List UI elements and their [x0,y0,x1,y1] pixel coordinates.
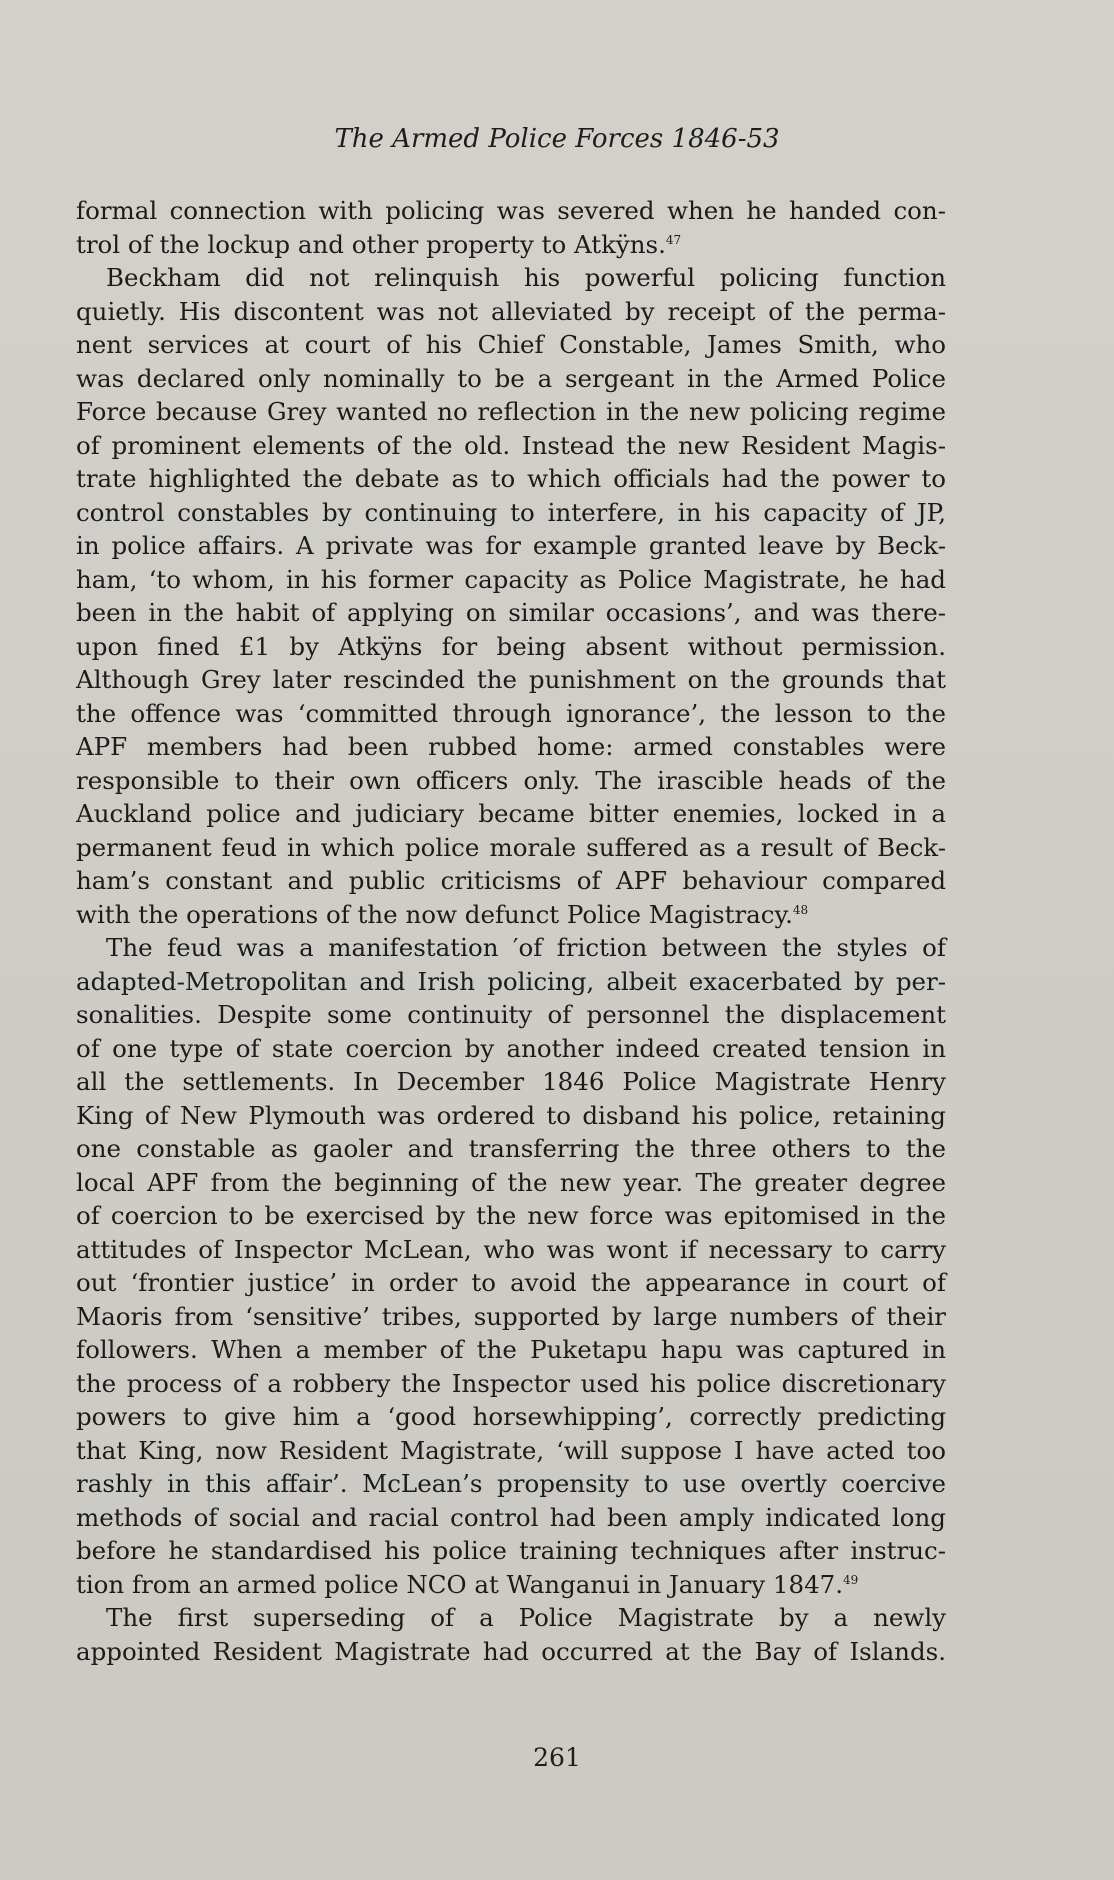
line-text: all the settlements. In December 1846 Police Magistrate Henry [76,1067,946,1096]
text-line [76,1032,946,1066]
line-text: followers. When a member of the Puketapu hapu was captured in [76,1335,946,1364]
line-text: permanent feud in which police morale suffered as a result of Beck- [76,832,946,862]
line-text: ham, ‘to whom, in his former capacity as Police Magistrate, he had [76,564,946,594]
line-text: that King, now Resident Magistrate, ‘will suppose I have acted too [76,1435,946,1465]
line-text: quietly. His discontent was not alleviated by receipt of the perma- [76,296,946,326]
text-line [76,965,946,999]
line-text: Force because Grey wanted no reflection in the new policing regime [76,397,946,426]
text-line [76,261,946,295]
line-text: Although Grey later rescinded the punishment on the grounds that [76,665,946,694]
text-line [76,1467,946,1501]
line-text: rashly in this affair’. McLean’s propensity to use overtly coercive [76,1469,946,1498]
text-line [76,1434,946,1468]
footnote-ref: 48 [792,902,809,917]
text-line [76,1132,946,1166]
text-line [76,228,946,262]
line-text: out ‘frontier justice’ in order to avoid the appearance in court of [76,1268,946,1297]
text-line [76,1266,946,1300]
line-text: Auckland police and judiciary became bitter enemies, locked in a [76,799,946,828]
line-text: of coercion to be exercised by the new force was epitomised in the [76,1201,946,1230]
text-line [76,1568,946,1602]
footnote-ref: 47 [665,232,682,247]
running-head: The Armed Police Forces 1846-53 [334,124,780,154]
text-line [76,1601,946,1635]
line-text: APF members had been rubbed home: armed constables were [76,732,946,761]
line-text: appointed Resident Magistrate had occurred at the Bay of Islands. [76,1636,946,1666]
line-text: in police affairs. A private was for example granted leave by Beck- [76,531,946,560]
body-text [76,194,946,1668]
text-line [76,864,946,898]
text-line [76,1300,946,1334]
text-line [76,362,946,396]
line-text: been in the habit of applying on similar occasions’, and was there- [76,598,946,627]
paragraph [76,194,946,261]
line-text: nent services at court of his Chief Constable, James Smith, who [76,330,946,359]
line-text: attitudes of Inspector McLean, who was wont if necessary to carry [76,1234,946,1264]
line-text: of one type of state coercion by another indeed created tension in [76,1033,946,1063]
text-line [76,1400,946,1434]
line-text: responsible to their own officers only. The irascible heads of the [76,765,946,795]
line-text: adapted-Metropolitan and Irish policing, albeit exacerbated by per- [76,966,946,996]
text-line [76,395,946,429]
line-text: The feud was a manifestation ′of friction between the styles of [106,933,946,962]
line-text: formal connection with policing was severed when he handed con- [76,196,946,225]
paragraph [76,1601,946,1668]
page-number: 261 [533,1743,581,1772]
line-text: the process of a robbery the Inspector used his police discretionary [76,1368,946,1398]
text-line [76,663,946,697]
text-line [76,462,946,496]
line-text: one constable as gaoler and transferring the three others to the [76,1134,946,1163]
paragraph [76,931,946,1601]
text-line [76,998,946,1032]
text-line [76,328,946,362]
text-line [76,194,946,228]
line-text: methods of social and racial control had been amply indicated long [76,1502,946,1532]
text-line [76,931,946,965]
line-text: the offence was ‘committed through ignorance’, the lesson to the [76,698,946,728]
text-line [76,496,946,530]
text-line [76,1534,946,1568]
line-text: trate highlighted the debate as to which officials had the power to [76,464,946,493]
line-text: was declared only nominally to be a sergeant in the Armed Police [76,363,946,393]
text-line [76,630,946,664]
line-text: The first superseding of a Police Magistrate by a newly [106,1603,946,1632]
text-line [76,764,946,798]
paragraph [76,261,946,931]
text-line [76,596,946,630]
line-text: trol of the lockup and other property to Atkÿns. [76,229,666,259]
text-line [76,295,946,329]
text-line [76,1065,946,1099]
line-text: King of New Plymouth was ordered to disband his police, retaining [76,1100,946,1130]
line-text: Beckham did not relinquish his powerful policing function [106,263,946,292]
text-line [76,697,946,731]
line-text: powers to give him a ‘good horsewhipping’, correctly predicting [76,1402,946,1431]
text-line [76,1333,946,1367]
line-text: of prominent elements of the old. Instead the new Resident Magis- [76,430,946,460]
text-line [76,1367,946,1401]
footnote-ref: 49 [843,1572,859,1587]
text-line [76,429,946,463]
text-line [76,1233,946,1267]
text-line [76,563,946,597]
text-line [76,797,946,831]
line-text: Maoris from ‘sensitive’ tribes, supported by large numbers of their [76,1301,946,1331]
text-line [76,831,946,865]
line-text: control constables by continuing to interfere, in his capacity of JP, [76,497,946,527]
text-line [76,1635,946,1669]
line-text: upon fined £1 by Atkÿns for being absent without permission. [76,631,946,661]
line-text: ham’s constant and public criticisms of APF behaviour compared [76,866,946,895]
text-line [76,1199,946,1233]
line-text: sonalities. Despite some continuity of personnel the displacement [76,1000,946,1029]
line-text: with the operations of the now defunct Police Magistracy. [76,899,793,929]
line-text: local APF from the beginning of the new year. The greater degree [76,1167,946,1197]
text-line [76,1501,946,1535]
line-text: before he standardised his police training techniques after instruc- [76,1536,946,1565]
line-text: tion from an armed police NCO at Wanganui in January 1847. [76,1569,844,1599]
text-line [76,1099,946,1133]
text-line [76,529,946,563]
text-line [76,898,946,932]
text-line [76,1166,946,1200]
text-line [76,730,946,764]
